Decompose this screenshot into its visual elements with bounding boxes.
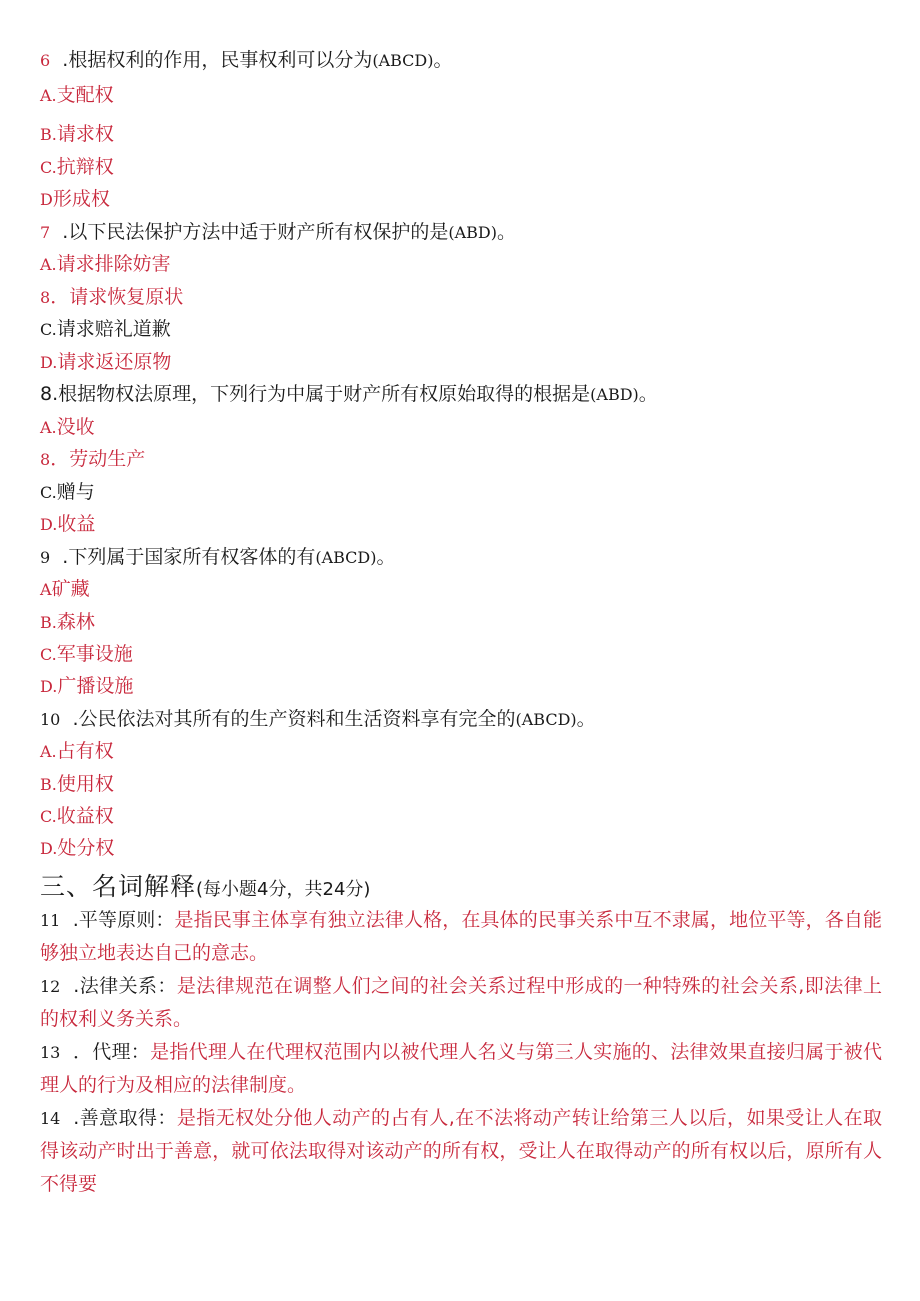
option-text: 没收 — [56, 416, 95, 438]
option-text: 支配权 — [56, 84, 114, 106]
option-prefix: A. — [40, 255, 57, 274]
question-9 — [40, 545, 396, 570]
option-a — [40, 83, 114, 108]
answer-key: (ABCD) — [372, 51, 434, 70]
question-stem: .下列属于国家所有权客体的有 — [62, 546, 316, 568]
option-prefix: D. — [40, 839, 58, 858]
option-text: ．请求恢复原状 — [50, 286, 184, 308]
question-stem: .根据权利的作用，民事权利可以分为 — [62, 49, 373, 71]
option-d — [40, 674, 133, 699]
option-text: ．劳动生产 — [50, 448, 146, 470]
option-b — [40, 610, 95, 635]
option-text: 使用权 — [56, 773, 114, 795]
option-prefix: B. — [40, 125, 57, 144]
stem-end: 。 — [433, 49, 453, 71]
option-prefix: D. — [40, 677, 58, 696]
question-stem: 根据物权法原理，下列行为中属于财产所有权原始取得的根据是 — [58, 383, 591, 405]
option-a — [40, 577, 90, 602]
term-text: 是指代理人在代理权范围内以被代理人名义与第三人实施的、法律效果直接归属于被代理人的行为及相应的法律制度。 — [40, 1041, 882, 1096]
option-text: 抗辩权 — [56, 156, 114, 178]
option-prefix: C. — [40, 807, 57, 826]
term-name: .平等原则： — [72, 909, 175, 931]
stem-end: 。 — [638, 383, 658, 405]
option-prefix: D — [40, 190, 53, 209]
option-prefix: B. — [40, 775, 57, 794]
answer-key: (ABD) — [448, 223, 497, 242]
term-text: 是指无权处分他人动产的占有人,在不法将动产转让给第三人以后，如果受让人在取得该动产时出于善意，就可依法取得对该动产的所有权，受让人在取得动产的所有权以后，原所有人不得要 — [40, 1107, 882, 1195]
term-number: 13 — [40, 1043, 61, 1062]
question-number: 7 — [40, 223, 51, 242]
term-definition — [40, 970, 882, 1036]
option-d — [40, 187, 110, 212]
option-b — [40, 447, 145, 472]
option-a — [40, 415, 95, 440]
question-6 — [40, 48, 453, 73]
section-title: 三、名词解释 — [40, 872, 197, 901]
option-c — [40, 804, 114, 829]
question-8 — [40, 382, 658, 407]
question-7 — [40, 220, 516, 245]
option-text: 森林 — [56, 611, 95, 633]
option-text: 处分权 — [57, 837, 115, 859]
option-a — [40, 252, 171, 277]
option-prefix: C. — [40, 158, 57, 177]
term-number: 14 — [40, 1109, 61, 1128]
option-d — [40, 836, 114, 861]
option-prefix: C. — [40, 483, 57, 502]
option-c — [40, 317, 171, 342]
term-number: 11 — [40, 911, 61, 930]
option-d — [40, 350, 171, 375]
term-definition — [40, 1102, 882, 1201]
option-b — [40, 772, 114, 797]
option-text: 请求返还原物 — [57, 351, 172, 373]
term-name: .善意取得： — [73, 1107, 177, 1129]
section-note: (每小题4分，共24分) — [196, 879, 371, 900]
term-text: 是法律规范在调整人们之间的社会关系过程中形成的一种特殊的社会关系,即法律上的权利义务关系。 — [40, 975, 882, 1030]
term-number: 12 — [40, 977, 61, 996]
option-prefix: C. — [40, 645, 57, 664]
option-prefix: A. — [40, 418, 57, 437]
option-text: 占有权 — [56, 740, 114, 762]
stem-end: 。 — [496, 221, 516, 243]
answer-key: (ABCD) — [315, 548, 377, 567]
term-definition — [40, 904, 882, 970]
option-prefix: 8 — [40, 288, 51, 307]
option-prefix: C. — [40, 320, 57, 339]
term-name: ．代理： — [72, 1041, 151, 1063]
option-prefix: D. — [40, 353, 58, 372]
option-a — [40, 739, 114, 764]
option-prefix: A — [40, 580, 52, 599]
answer-key: (ABCD) — [515, 710, 577, 729]
question-stem: .以下民法保护方法中适于财产所有权保护的是 — [62, 221, 449, 243]
option-prefix: A. — [40, 86, 57, 105]
term-name: .法律关系： — [73, 975, 177, 997]
option-text: 收益权 — [56, 805, 114, 827]
answer-key: (ABD) — [590, 385, 639, 404]
option-text: 矿藏 — [51, 578, 90, 600]
option-b — [40, 285, 183, 310]
stem-end: 。 — [576, 708, 596, 730]
option-text: 形成权 — [52, 188, 110, 210]
option-text: 请求赔礼道歉 — [56, 318, 171, 340]
option-c — [40, 155, 114, 180]
question-number: 8. — [40, 383, 59, 405]
option-text: 请求权 — [56, 123, 114, 145]
question-stem: .公民依法对其所有的生产资料和生活资料享有完全的 — [72, 708, 516, 730]
question-number: 6 — [40, 51, 51, 70]
stem-end: 。 — [376, 546, 396, 568]
option-b — [40, 122, 114, 147]
option-prefix: 8 — [40, 450, 51, 469]
term-definition — [40, 1036, 882, 1102]
option-text: 广播设施 — [57, 675, 134, 697]
option-text: 赠与 — [56, 481, 95, 503]
option-d — [40, 512, 95, 537]
option-text: 请求排除妨害 — [56, 253, 171, 275]
option-c — [40, 642, 133, 667]
question-number: 9 — [40, 548, 51, 567]
option-prefix: A. — [40, 742, 57, 761]
option-text: 军事设施 — [56, 643, 133, 665]
option-text: 收益 — [57, 513, 96, 535]
option-prefix: B. — [40, 613, 57, 632]
question-10 — [40, 707, 596, 732]
option-c — [40, 480, 95, 505]
question-number: 10 — [40, 710, 61, 729]
option-prefix: D. — [40, 515, 58, 534]
section-heading — [40, 871, 370, 906]
term-text: 是指民事主体享有独立法律人格，在具体的民事关系中互不隶属，地位平等，各自能够独立地表达自己的意志。 — [40, 909, 882, 964]
